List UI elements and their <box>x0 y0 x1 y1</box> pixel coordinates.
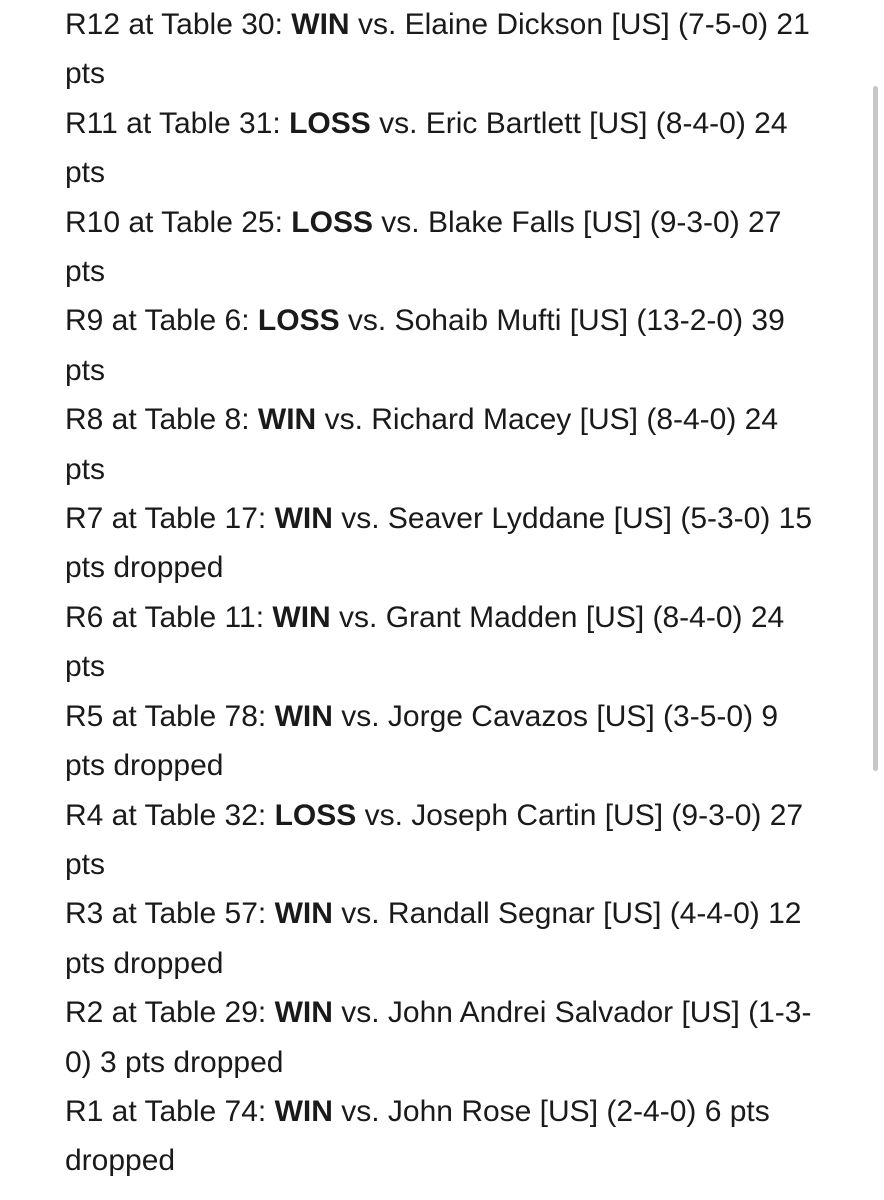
round-entry <box>65 296 825 395</box>
round-table-label: R10 at Table 25: <box>65 205 292 239</box>
round-entry <box>65 593 825 692</box>
round-table-label: R9 at Table 6: <box>65 304 258 338</box>
round-result: WIN <box>274 1094 333 1128</box>
round-opponent-details: vs. Jorge Cavazos [US] (3-5-0) 9 pts dropped <box>65 699 779 783</box>
round-entry <box>65 1087 825 1186</box>
round-opponent-details: vs. Randall Segnar [US] (4-4-0) 12 pts dropped <box>65 897 802 980</box>
round-opponent-details: vs. Eric Bartlett [US] (8-4-0) 24 pts <box>65 106 788 190</box>
round-result: WIN <box>274 502 333 536</box>
round-entry <box>65 889 825 988</box>
round-results-list <box>65 0 825 1186</box>
round-entry <box>65 494 825 593</box>
round-table-label: R3 at Table 57: <box>65 897 275 931</box>
round-entry <box>65 791 825 890</box>
round-table-label: R12 at Table 30: <box>65 8 292 41</box>
round-table-label: R8 at Table 8: <box>65 403 258 437</box>
round-result: WIN <box>257 403 317 437</box>
round-opponent-details: vs. John Rose [US] (2-4-0) 6 pts dropped <box>65 1094 770 1178</box>
round-entry <box>65 988 825 1087</box>
round-opponent-details: vs. Richard Macey [US] (8-4-0) 24 pts <box>65 403 779 486</box>
round-table-label: R2 at Table 29: <box>65 996 275 1030</box>
round-entry <box>65 395 825 494</box>
round-opponent-details: vs. Elaine Dickson [US] (7-5-0) 21 pts <box>65 8 810 91</box>
round-entry <box>65 99 825 198</box>
round-table-label: R1 at Table 74: <box>65 1094 275 1128</box>
round-opponent-details: vs. Joseph Cartin [US] (9-3-0) 27 pts <box>65 798 804 881</box>
round-result: WIN <box>291 8 350 41</box>
round-table-label: R11 at Table 31: <box>65 106 290 140</box>
round-opponent-details: vs. Grant Madden [US] (8-4-0) 24 pts <box>65 600 785 684</box>
round-table-label: R6 at Table 11: <box>65 600 273 634</box>
round-entry <box>65 692 825 791</box>
vertical-scrollbar[interactable] <box>873 86 878 771</box>
round-result: LOSS <box>291 205 373 239</box>
round-opponent-details: vs. Sohaib Mufti [US] (13-2-0) 39 pts <box>65 304 785 387</box>
round-entry <box>65 0 825 99</box>
round-table-label: R5 at Table 78: <box>65 699 275 733</box>
round-opponent-details: vs. Seaver Lyddane [US] (5-3-0) 15 pts dropped <box>65 502 813 585</box>
round-opponent-details: vs. John Andrei Salvador [US] (1-3-0) 3 pts dropped <box>65 996 812 1079</box>
round-result: LOSS <box>274 798 357 832</box>
round-result: WIN <box>274 996 333 1030</box>
round-entry <box>65 198 825 297</box>
round-table-label: R7 at Table 17: <box>65 502 275 536</box>
round-opponent-details: vs. Blake Falls [US] (9-3-0) 27 pts <box>65 205 782 289</box>
round-table-label: R4 at Table 32: <box>65 798 275 832</box>
round-result: LOSS <box>257 304 340 338</box>
round-result: WIN <box>272 600 331 634</box>
round-result: LOSS <box>289 106 371 140</box>
round-result: WIN <box>274 897 333 931</box>
round-result: WIN <box>274 699 333 733</box>
